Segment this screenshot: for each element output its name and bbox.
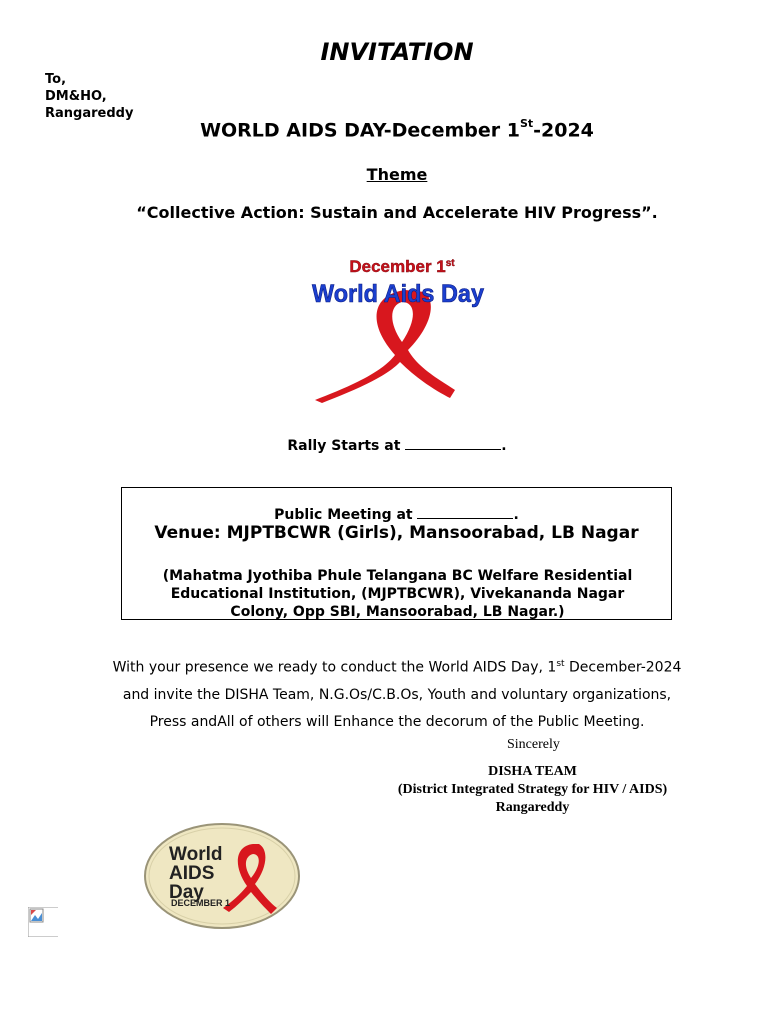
signature-block xyxy=(340,763,725,817)
logo-top-line1: December 1st xyxy=(349,257,455,276)
rally-label: Rally Starts at xyxy=(287,438,406,454)
badge-line4: DECEMBER 1 xyxy=(171,898,231,908)
rally-period: . xyxy=(501,438,507,454)
logo-top-line2: World Aids Day xyxy=(312,280,485,308)
recipient-line: DM&HO, xyxy=(45,89,107,104)
event-name: WORLD AIDS DAY-December 1 xyxy=(200,119,520,142)
meeting-box xyxy=(121,487,672,620)
world-aids-day-badge xyxy=(143,822,301,930)
closing: Sincerely xyxy=(507,737,560,752)
recipient-block xyxy=(45,71,133,122)
signature-team: DISHA TEAM xyxy=(488,764,577,779)
rally-time-blank xyxy=(405,436,501,450)
recipient-line: Rangareddy xyxy=(45,106,134,121)
institution-line: Educational Institution, (MJPTBCWR), Vivekananda Nagar xyxy=(170,586,625,602)
meeting-line xyxy=(122,505,671,523)
event-year: -2024 xyxy=(533,119,594,142)
venue-line: Venue: MJPTBCWR (Girls), Mansoorabad, LB Nagar xyxy=(154,523,639,543)
event-heading xyxy=(0,119,768,141)
meeting-period: . xyxy=(513,507,519,523)
body-line: With your presence we ready to conduct the World AIDS Day, 1st December-2024 xyxy=(112,659,682,676)
meeting-label: Public Meeting at xyxy=(274,507,418,523)
recipient-line: To, xyxy=(45,72,67,87)
institution-address xyxy=(136,567,659,621)
body-line: Press andAll of others will Enhance the decorum of the Public Meeting. xyxy=(149,713,645,730)
institution-line: (Mahatma Jyothiba Phule Telangana BC Welfare Residential xyxy=(162,568,633,584)
theme-text: “Collective Action: Sustain and Accelerate HIV Progress”. xyxy=(136,203,658,222)
broken-image-icon xyxy=(28,907,58,937)
invitation-body xyxy=(40,651,754,736)
institution-line: Colony, Opp SBI, Mansoorabad, LB Nagar.) xyxy=(230,604,565,620)
badge-line2: AIDS xyxy=(169,863,215,884)
badge-line1: World xyxy=(169,844,223,865)
signature-location: Rangareddy xyxy=(495,800,570,815)
body-line: and invite the DISHA Team, N.G.Os/C.B.Os, Youth and voluntary organizations, xyxy=(122,686,672,703)
event-date-suffix: St xyxy=(519,117,534,130)
theme-label: Theme xyxy=(366,165,428,184)
rally-line xyxy=(0,436,768,454)
meeting-time-blank xyxy=(417,505,513,519)
world-aids-day-ribbon-logo xyxy=(300,250,500,405)
invitation-title: INVITATION xyxy=(320,38,474,66)
badge-line3: Day xyxy=(169,882,204,903)
signature-expansion: (District Integrated Strategy for HIV / AIDS) xyxy=(397,782,668,797)
